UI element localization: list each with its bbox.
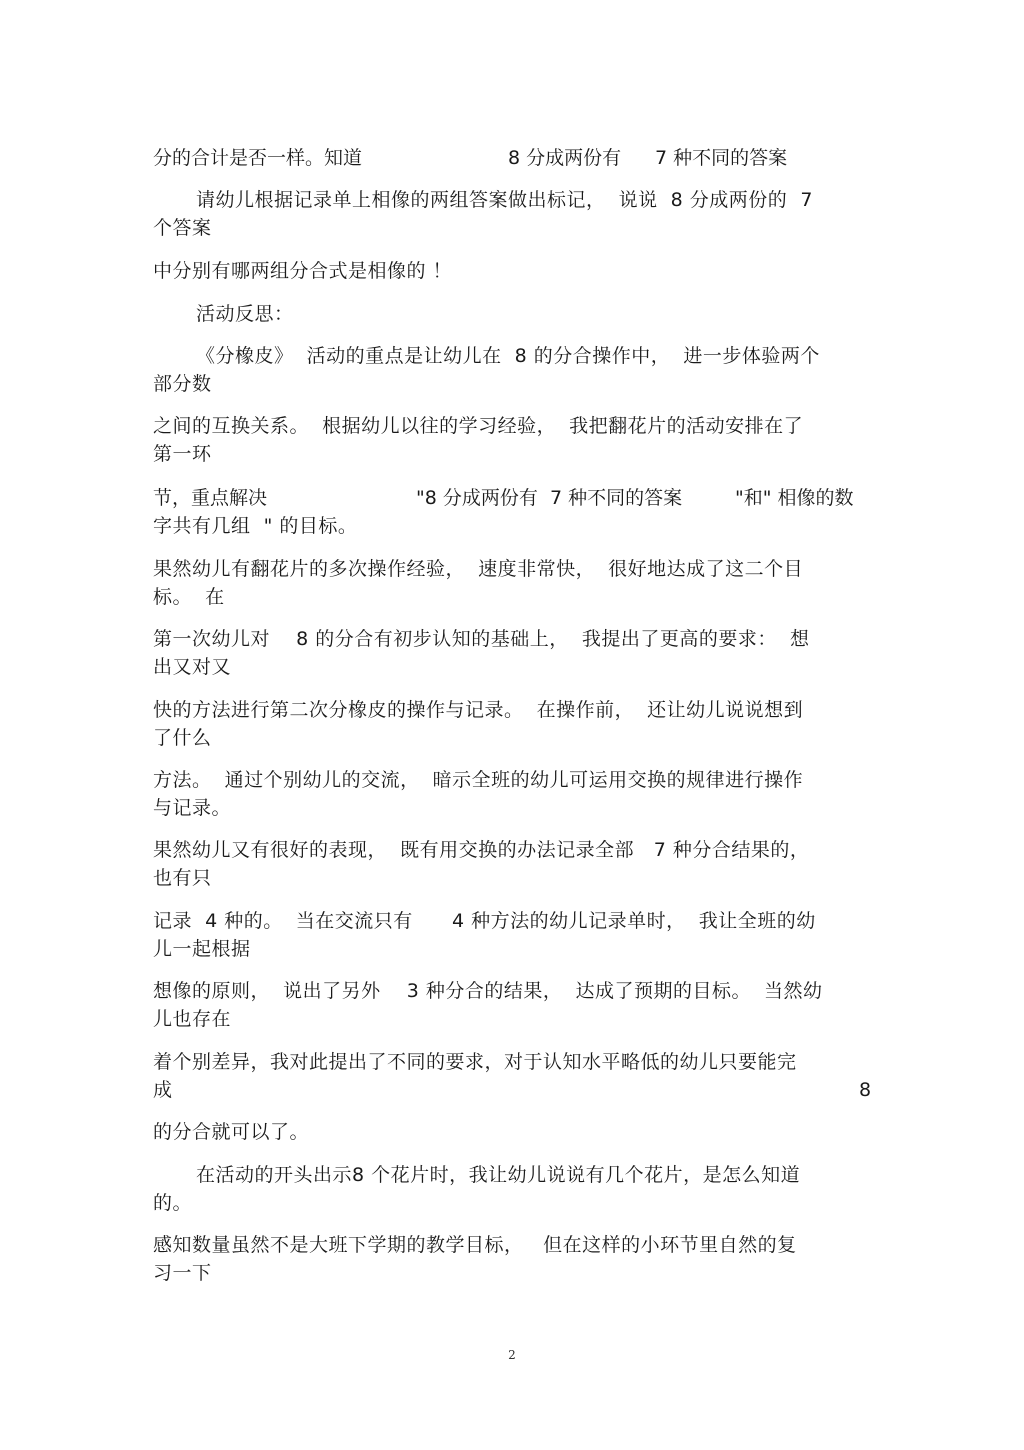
text-line: 果然幼儿又有很好的表现， 既有用交换的办法记录全部 7 种分合结果的， [153,839,810,861]
text-line: 的分合就可以了。 [153,1121,310,1143]
text-line: 个答案 [153,217,212,239]
text-line: "8 分成两份有 7 种不同的答案 [416,487,683,509]
text-line: 第一环 [153,443,212,465]
text-line: 8 [859,1079,872,1101]
text-line: 也有只 [153,867,212,889]
text-line: 了什么 [153,727,212,749]
text-line: 想像的原则， 说出了另外 3 种分合的结果， 达成了预期的目标。 当然幼 [153,980,823,1002]
text-line: 着个别差异，我对此提出了不同的要求，对于认知水平略低的幼儿只要能完 [153,1051,797,1073]
text-line: 7 种不同的答案 [655,147,788,169]
page-number: 2 [508,1348,516,1362]
text-line: 之间的互换关系。 根据幼儿以往的学习经验， 我把翻花片的活动安排在了 [153,415,804,437]
text-line: 快的方法进行第二次分橡皮的操作与记录。 在操作前， 还让幼儿说说想到 [153,699,804,721]
text-line: 习一下 [153,1262,212,1284]
text-line: 果然幼儿有翻花片的多次操作经验， 速度非常快， 很好地达成了这二个目 [153,558,804,580]
text-line: 标。 在 [153,586,225,608]
text-line: 请幼儿根据记录单上相像的两组答案做出标记， 说说 8 分成两份的 7 [196,189,813,211]
text-line: 出又对又 [153,656,232,678]
text-line: 分的合计是否一样。知道 [153,147,363,169]
text-line: 儿也存在 [153,1008,232,1030]
text-line: 儿一起根据 [153,938,251,960]
text-line: 8 分成两份有 [508,147,622,169]
text-line: 与记录。 [153,797,232,819]
text-line: 第一次幼儿对 8 的分合有初步认知的基础上， 我提出了更高的要求： 想 [153,628,810,650]
text-line: 方法。 通过个别幼儿的交流， 暗示全班的幼儿可运用交换的规律进行操作 [153,769,804,791]
text-line: 成 [153,1079,173,1101]
text-line: 节，重点解决 [153,487,268,509]
text-line: 《分橡皮》 活动的重点是让幼儿在 8 的分合操作中， 进一步体验两个 [196,345,820,367]
text-line: 在活动的开头出示8 个花片时，我让幼儿说说有几个花片，是怎么知道 [196,1164,801,1186]
text-line: 记录 4 种的。 当在交流只有 4 种方法的幼儿记录单时， 我让全班的幼 [153,910,816,932]
text-line: 部分数 [153,373,212,395]
text-line: "和" 相像的数 [735,487,854,509]
text-line: 字共有几组 " 的目标。 [153,515,358,537]
text-line: 中分别有哪两组分合式是相像的 ！ [153,260,453,282]
text-line: 感知数量虽然不是大班下学期的教学目标， 但在这样的小环节里自然的复 [153,1234,797,1256]
text-line: 的。 [153,1192,193,1214]
section-heading: 活动反思： [196,303,294,325]
